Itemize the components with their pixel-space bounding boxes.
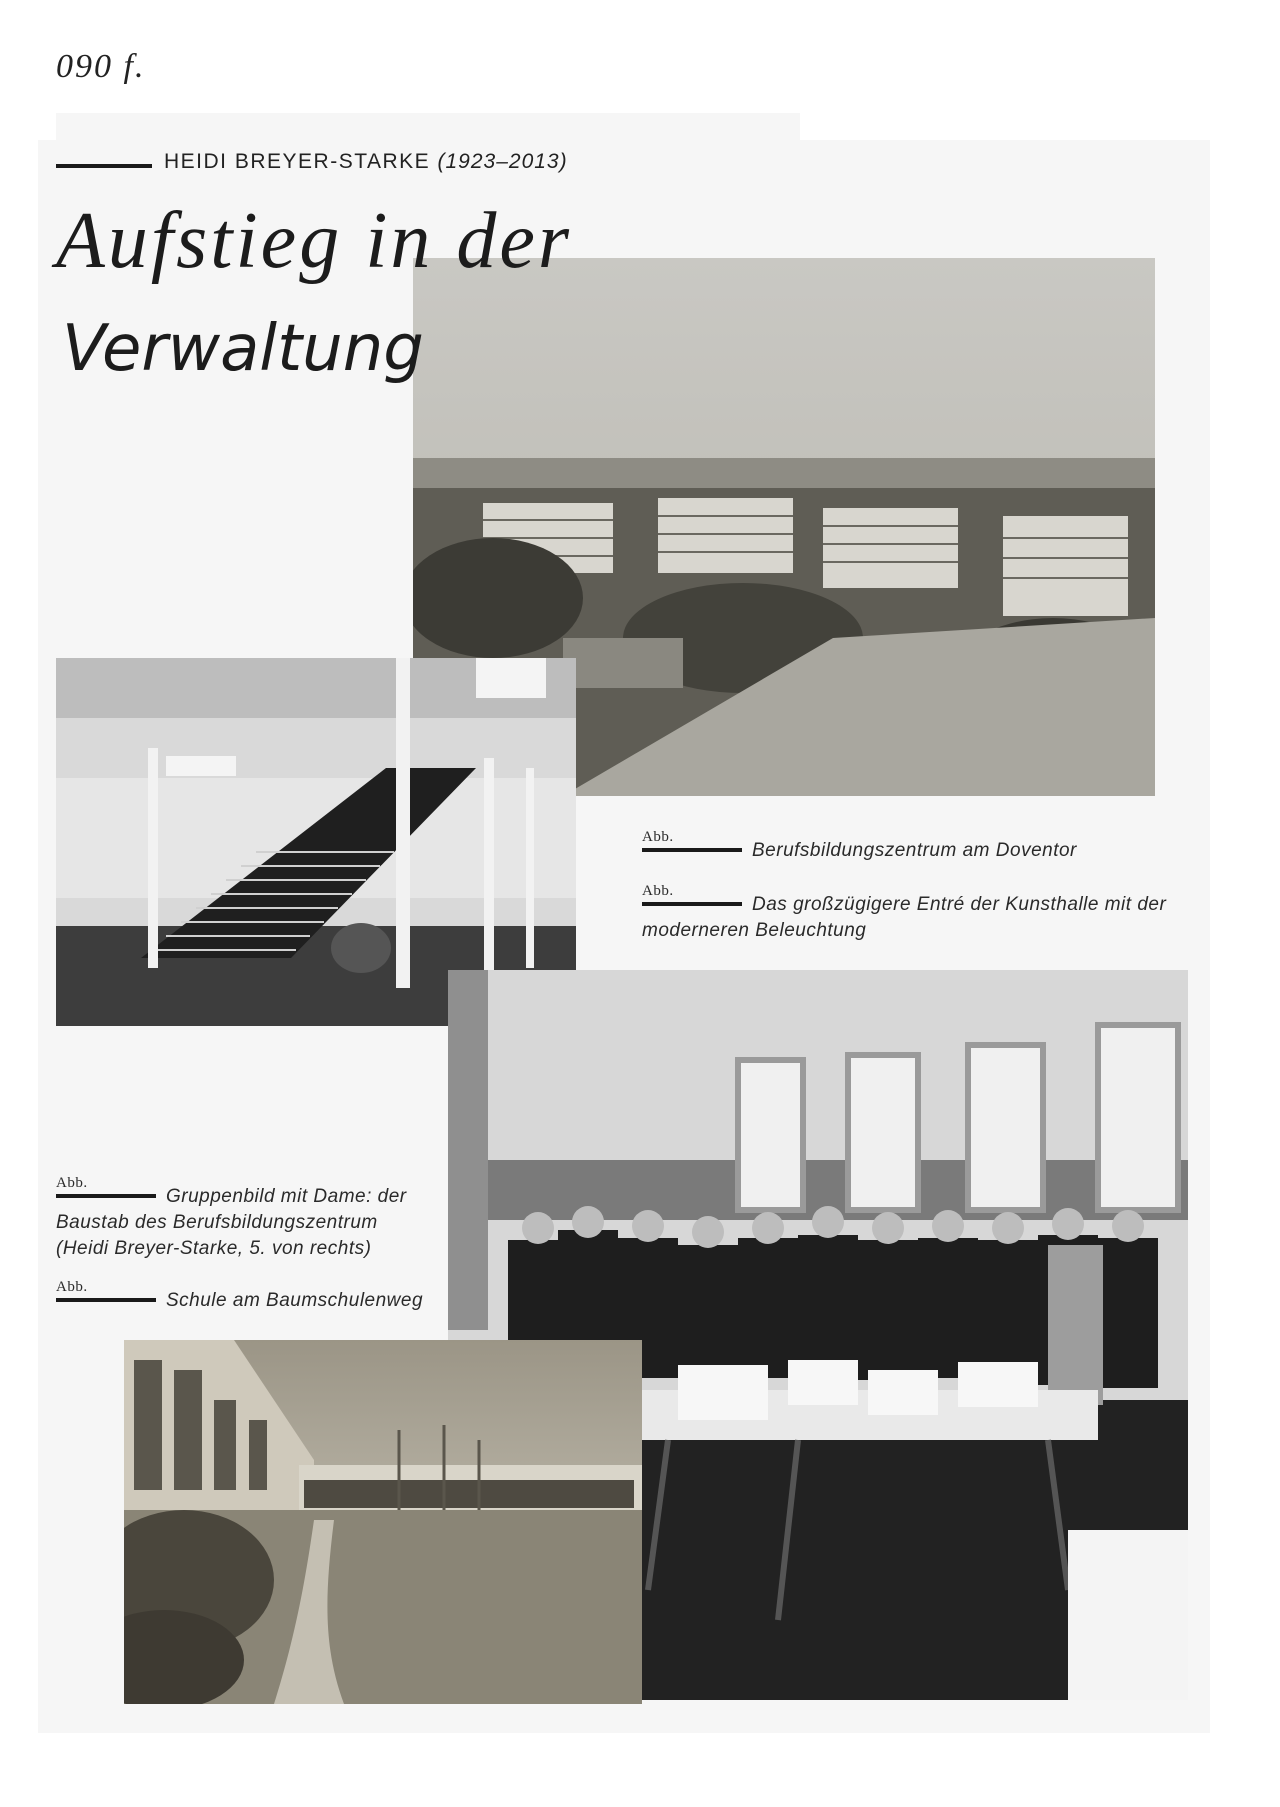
photo-schule-baumschulenweg [124, 1340, 642, 1704]
page-title-line1: Aufstieg in der [56, 197, 573, 285]
caption-baumschulenweg [56, 1279, 436, 1314]
author-name: HEIDI BREYER-STARKE [164, 150, 431, 173]
caption-text: Gruppenbild mit Dame: der Baustab des Berufsbildungszentrum (Heidi Breyer-Starke, 5. von rechts) [56, 1186, 407, 1259]
abb-label: Abb. [56, 1282, 156, 1302]
caption-kunsthalle [642, 883, 1182, 944]
author-dates: (1923–2013) [437, 150, 568, 173]
caption-text: Schule am Baumschulenweg [166, 1290, 424, 1311]
author-line [164, 150, 568, 174]
caption-text: Berufsbildungszentrum am Doventor [752, 840, 1077, 861]
page-title-line2: Verwaltung [62, 312, 424, 386]
abb-label: Abb. [642, 886, 742, 906]
caption-doventor [642, 829, 1182, 864]
page-number: 090 f. [56, 48, 146, 85]
abb-label: Abb. [56, 1178, 156, 1198]
caption-gruppenbild [56, 1175, 436, 1262]
author-rule [56, 164, 152, 168]
header-panel [56, 113, 800, 143]
caption-text: Das großzügigere Entré der Kunsthalle mit der moderneren Beleuchtung [642, 894, 1167, 941]
abb-label: Abb. [642, 832, 742, 852]
